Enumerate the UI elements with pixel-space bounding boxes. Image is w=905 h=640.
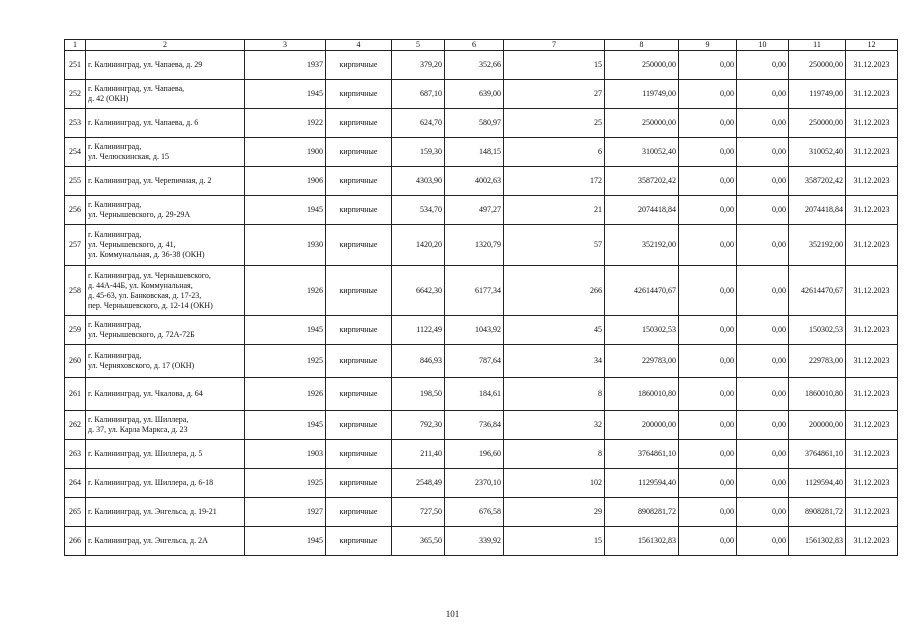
fund-cost-cell: 0,00 <box>679 196 737 225</box>
total-area-cell: 365,50 <box>392 527 445 556</box>
owners-cost-cell: 1129594,40 <box>789 469 846 498</box>
table-body <box>65 51 898 556</box>
year-cell: 1945 <box>245 411 326 440</box>
budget-cost-cell: 0,00 <box>737 109 789 138</box>
deadline-cell: 31.12.2023 <box>846 266 898 316</box>
owners-cost-cell: 3764861,10 <box>789 440 846 469</box>
residents-cell: 266 <box>504 266 605 316</box>
fund-cost-cell: 0,00 <box>679 225 737 266</box>
fund-cost-cell: 0,00 <box>679 266 737 316</box>
table-row <box>65 109 898 138</box>
fund-cost-cell: 0,00 <box>679 109 737 138</box>
year-cell: 1937 <box>245 51 326 80</box>
address-cell: г. Калининград, ул. Шиллера, д. 6-18 <box>86 469 245 498</box>
wall-material-cell: кирпичные <box>326 345 392 378</box>
living-area-cell: 6177,34 <box>445 266 504 316</box>
table-row <box>65 378 898 411</box>
total-area-cell: 534,70 <box>392 196 445 225</box>
column-number: 9 <box>679 40 737 51</box>
living-area-cell: 676,58 <box>445 498 504 527</box>
owners-cost-cell: 352192,00 <box>789 225 846 266</box>
living-area-cell: 148,15 <box>445 138 504 167</box>
table-row <box>65 527 898 556</box>
owners-cost-cell: 2074418,84 <box>789 196 846 225</box>
column-number: 11 <box>789 40 846 51</box>
year-cell: 1900 <box>245 138 326 167</box>
wall-material-cell: кирпичные <box>326 51 392 80</box>
total-cost-cell: 1860010,80 <box>605 378 679 411</box>
address-cell: г. Калининград, ул. Чернышевского, д. 41, ул. Коммунальная, д. 36-38 (ОКН) <box>86 225 245 266</box>
wall-material-cell: кирпичные <box>326 80 392 109</box>
deadline-cell: 31.12.2023 <box>846 80 898 109</box>
fund-cost-cell: 0,00 <box>679 469 737 498</box>
living-area-cell: 184,61 <box>445 378 504 411</box>
total-cost-cell: 352192,00 <box>605 225 679 266</box>
table-row <box>65 225 898 266</box>
residents-cell: 29 <box>504 498 605 527</box>
row-number: 253 <box>65 109 86 138</box>
total-area-cell: 1122,49 <box>392 316 445 345</box>
total-cost-cell: 310052,40 <box>605 138 679 167</box>
budget-cost-cell: 0,00 <box>737 138 789 167</box>
fund-cost-cell: 0,00 <box>679 378 737 411</box>
living-area-cell: 1043,92 <box>445 316 504 345</box>
budget-cost-cell: 0,00 <box>737 316 789 345</box>
table-row <box>65 266 898 316</box>
year-cell: 1945 <box>245 80 326 109</box>
page-number: 101 <box>445 609 460 619</box>
table-row <box>65 469 898 498</box>
owners-cost-cell: 250000,00 <box>789 109 846 138</box>
residents-cell: 57 <box>504 225 605 266</box>
total-area-cell: 211,40 <box>392 440 445 469</box>
column-number: 7 <box>504 40 605 51</box>
total-area-cell: 624,70 <box>392 109 445 138</box>
year-cell: 1925 <box>245 469 326 498</box>
fund-cost-cell: 0,00 <box>679 80 737 109</box>
total-area-cell: 792,30 <box>392 411 445 440</box>
owners-cost-cell: 42614470,67 <box>789 266 846 316</box>
address-cell: г. Калининград, ул. Чернышевского, д. 72А-72Б <box>86 316 245 345</box>
year-cell: 1930 <box>245 225 326 266</box>
address-cell: г. Калининград, ул. Челюскинская, д. 15 <box>86 138 245 167</box>
living-area-cell: 497,27 <box>445 196 504 225</box>
address-cell: г. Калининград, ул. Энгельса, д. 2А <box>86 527 245 556</box>
year-cell: 1903 <box>245 440 326 469</box>
total-area-cell: 727,50 <box>392 498 445 527</box>
wall-material-cell: кирпичные <box>326 411 392 440</box>
total-cost-cell: 200000,00 <box>605 411 679 440</box>
total-cost-cell: 1129594,40 <box>605 469 679 498</box>
column-number: 6 <box>445 40 504 51</box>
living-area-cell: 1320,79 <box>445 225 504 266</box>
budget-cost-cell: 0,00 <box>737 469 789 498</box>
residents-cell: 32 <box>504 411 605 440</box>
deadline-cell: 31.12.2023 <box>846 498 898 527</box>
total-cost-cell: 3764861,10 <box>605 440 679 469</box>
year-cell: 1926 <box>245 266 326 316</box>
table-row <box>65 196 898 225</box>
owners-cost-cell: 229783,00 <box>789 345 846 378</box>
residents-cell: 21 <box>504 196 605 225</box>
living-area-cell: 580,97 <box>445 109 504 138</box>
budget-cost-cell: 0,00 <box>737 440 789 469</box>
deadline-cell: 31.12.2023 <box>846 316 898 345</box>
fund-cost-cell: 0,00 <box>679 316 737 345</box>
total-cost-cell: 229783,00 <box>605 345 679 378</box>
deadline-cell: 31.12.2023 <box>846 527 898 556</box>
row-number: 256 <box>65 196 86 225</box>
table-row <box>65 498 898 527</box>
owners-cost-cell: 200000,00 <box>789 411 846 440</box>
deadline-cell: 31.12.2023 <box>846 411 898 440</box>
owners-cost-cell: 250000,00 <box>789 51 846 80</box>
wall-material-cell: кирпичные <box>326 167 392 196</box>
living-area-cell: 639,00 <box>445 80 504 109</box>
total-area-cell: 379,20 <box>392 51 445 80</box>
table-row <box>65 345 898 378</box>
budget-cost-cell: 0,00 <box>737 51 789 80</box>
year-cell: 1925 <box>245 345 326 378</box>
column-number: 5 <box>392 40 445 51</box>
residents-cell: 172 <box>504 167 605 196</box>
residents-cell: 27 <box>504 80 605 109</box>
total-cost-cell: 250000,00 <box>605 109 679 138</box>
owners-cost-cell: 1561302,83 <box>789 527 846 556</box>
total-area-cell: 4303,90 <box>392 167 445 196</box>
address-cell: г. Калининград, ул. Чапаева, д. 42 (ОКН) <box>86 80 245 109</box>
residents-cell: 8 <box>504 378 605 411</box>
year-cell: 1906 <box>245 167 326 196</box>
residents-cell: 45 <box>504 316 605 345</box>
column-number: 1 <box>65 40 86 51</box>
deadline-cell: 31.12.2023 <box>846 345 898 378</box>
fund-cost-cell: 0,00 <box>679 440 737 469</box>
fund-cost-cell: 0,00 <box>679 345 737 378</box>
residents-cell: 102 <box>504 469 605 498</box>
residents-cell: 6 <box>504 138 605 167</box>
owners-cost-cell: 310052,40 <box>789 138 846 167</box>
column-number: 12 <box>846 40 898 51</box>
deadline-cell: 31.12.2023 <box>846 378 898 411</box>
total-cost-cell: 1561302,83 <box>605 527 679 556</box>
wall-material-cell: кирпичные <box>326 109 392 138</box>
address-cell: г. Калининград, ул. Чапаева, д. 29 <box>86 51 245 80</box>
wall-material-cell: кирпичные <box>326 498 392 527</box>
address-cell: г. Калининград, ул. Черепичная, д. 2 <box>86 167 245 196</box>
year-cell: 1945 <box>245 196 326 225</box>
row-number: 260 <box>65 345 86 378</box>
column-number: 2 <box>86 40 245 51</box>
living-area-cell: 2370,10 <box>445 469 504 498</box>
wall-material-cell: кирпичные <box>326 316 392 345</box>
budget-cost-cell: 0,00 <box>737 225 789 266</box>
table-row <box>65 440 898 469</box>
row-number: 255 <box>65 167 86 196</box>
wall-material-cell: кирпичные <box>326 138 392 167</box>
owners-cost-cell: 119749,00 <box>789 80 846 109</box>
budget-cost-cell: 0,00 <box>737 266 789 316</box>
fund-cost-cell: 0,00 <box>679 527 737 556</box>
wall-material-cell: кирпичные <box>326 440 392 469</box>
residents-cell: 34 <box>504 345 605 378</box>
row-number: 259 <box>65 316 86 345</box>
row-number: 252 <box>65 80 86 109</box>
address-cell: г. Калининград, ул. Черняховского, д. 17 (ОКН) <box>86 345 245 378</box>
deadline-cell: 31.12.2023 <box>846 109 898 138</box>
wall-material-cell: кирпичные <box>326 196 392 225</box>
deadline-cell: 31.12.2023 <box>846 469 898 498</box>
wall-material-cell: кирпичные <box>326 469 392 498</box>
column-number-row <box>65 40 898 51</box>
year-cell: 1945 <box>245 527 326 556</box>
row-number: 251 <box>65 51 86 80</box>
total-cost-cell: 42614470,67 <box>605 266 679 316</box>
row-number: 258 <box>65 266 86 316</box>
living-area-cell: 339,92 <box>445 527 504 556</box>
row-number: 265 <box>65 498 86 527</box>
residents-cell: 15 <box>504 527 605 556</box>
wall-material-cell: кирпичные <box>326 527 392 556</box>
row-number: 257 <box>65 225 86 266</box>
table-row <box>65 51 898 80</box>
deadline-cell: 31.12.2023 <box>846 51 898 80</box>
address-cell: г. Калининград, ул. Чернышевского, д. 29-29А <box>86 196 245 225</box>
address-cell: г. Калининград, ул. Чкалова, д. 64 <box>86 378 245 411</box>
residents-cell: 15 <box>504 51 605 80</box>
total-area-cell: 2548,49 <box>392 469 445 498</box>
row-number: 264 <box>65 469 86 498</box>
year-cell: 1922 <box>245 109 326 138</box>
address-cell: г. Калининград, ул. Чапаева, д. 6 <box>86 109 245 138</box>
wall-material-cell: кирпичные <box>326 225 392 266</box>
total-area-cell: 846,93 <box>392 345 445 378</box>
table-row <box>65 316 898 345</box>
address-cell: г. Калининград, ул. Шиллера, д. 5 <box>86 440 245 469</box>
wall-material-cell: кирпичные <box>326 378 392 411</box>
table-row <box>65 80 898 109</box>
owners-cost-cell: 150302,53 <box>789 316 846 345</box>
residents-cell: 25 <box>504 109 605 138</box>
total-cost-cell: 8908281,72 <box>605 498 679 527</box>
budget-cost-cell: 0,00 <box>737 196 789 225</box>
column-number: 10 <box>737 40 789 51</box>
address-cell: г. Калининград, ул. Чернышевского, д. 44А-44Б, ул. Коммунальная, д. 45-63, ул. Банковская, д. 17-23, пер. Чернышевского, д. 12-14 (ОКН) <box>86 266 245 316</box>
total-area-cell: 6642,30 <box>392 266 445 316</box>
budget-cost-cell: 0,00 <box>737 378 789 411</box>
fund-cost-cell: 0,00 <box>679 167 737 196</box>
housing-table <box>64 39 898 556</box>
owners-cost-cell: 3587202,42 <box>789 167 846 196</box>
residents-cell: 8 <box>504 440 605 469</box>
total-area-cell: 687,10 <box>392 80 445 109</box>
table-row <box>65 138 898 167</box>
row-number: 254 <box>65 138 86 167</box>
total-area-cell: 198,50 <box>392 378 445 411</box>
fund-cost-cell: 0,00 <box>679 51 737 80</box>
budget-cost-cell: 0,00 <box>737 411 789 440</box>
table-row <box>65 411 898 440</box>
column-number: 8 <box>605 40 679 51</box>
address-cell: г. Калининград, ул. Шиллера, д. 37, ул. Карла Маркса, д. 23 <box>86 411 245 440</box>
deadline-cell: 31.12.2023 <box>846 225 898 266</box>
wall-material-cell: кирпичные <box>326 266 392 316</box>
total-area-cell: 1420,20 <box>392 225 445 266</box>
deadline-cell: 31.12.2023 <box>846 440 898 469</box>
owners-cost-cell: 8908281,72 <box>789 498 846 527</box>
fund-cost-cell: 0,00 <box>679 138 737 167</box>
budget-cost-cell: 0,00 <box>737 498 789 527</box>
living-area-cell: 196,60 <box>445 440 504 469</box>
budget-cost-cell: 0,00 <box>737 167 789 196</box>
total-cost-cell: 250000,00 <box>605 51 679 80</box>
deadline-cell: 31.12.2023 <box>846 196 898 225</box>
year-cell: 1926 <box>245 378 326 411</box>
column-number: 4 <box>326 40 392 51</box>
row-number: 262 <box>65 411 86 440</box>
column-number: 3 <box>245 40 326 51</box>
row-number: 266 <box>65 527 86 556</box>
budget-cost-cell: 0,00 <box>737 80 789 109</box>
living-area-cell: 736,84 <box>445 411 504 440</box>
total-cost-cell: 119749,00 <box>605 80 679 109</box>
fund-cost-cell: 0,00 <box>679 411 737 440</box>
row-number: 263 <box>65 440 86 469</box>
table-row <box>65 167 898 196</box>
row-number: 261 <box>65 378 86 411</box>
deadline-cell: 31.12.2023 <box>846 138 898 167</box>
deadline-cell: 31.12.2023 <box>846 167 898 196</box>
address-cell: г. Калининград, ул. Энгельса, д. 19-21 <box>86 498 245 527</box>
total-area-cell: 159,30 <box>392 138 445 167</box>
total-cost-cell: 2074418,84 <box>605 196 679 225</box>
total-cost-cell: 3587202,42 <box>605 167 679 196</box>
owners-cost-cell: 1860010,80 <box>789 378 846 411</box>
fund-cost-cell: 0,00 <box>679 498 737 527</box>
budget-cost-cell: 0,00 <box>737 527 789 556</box>
budget-cost-cell: 0,00 <box>737 345 789 378</box>
year-cell: 1945 <box>245 316 326 345</box>
living-area-cell: 4002,63 <box>445 167 504 196</box>
total-cost-cell: 150302,53 <box>605 316 679 345</box>
living-area-cell: 352,66 <box>445 51 504 80</box>
living-area-cell: 787,64 <box>445 345 504 378</box>
year-cell: 1927 <box>245 498 326 527</box>
